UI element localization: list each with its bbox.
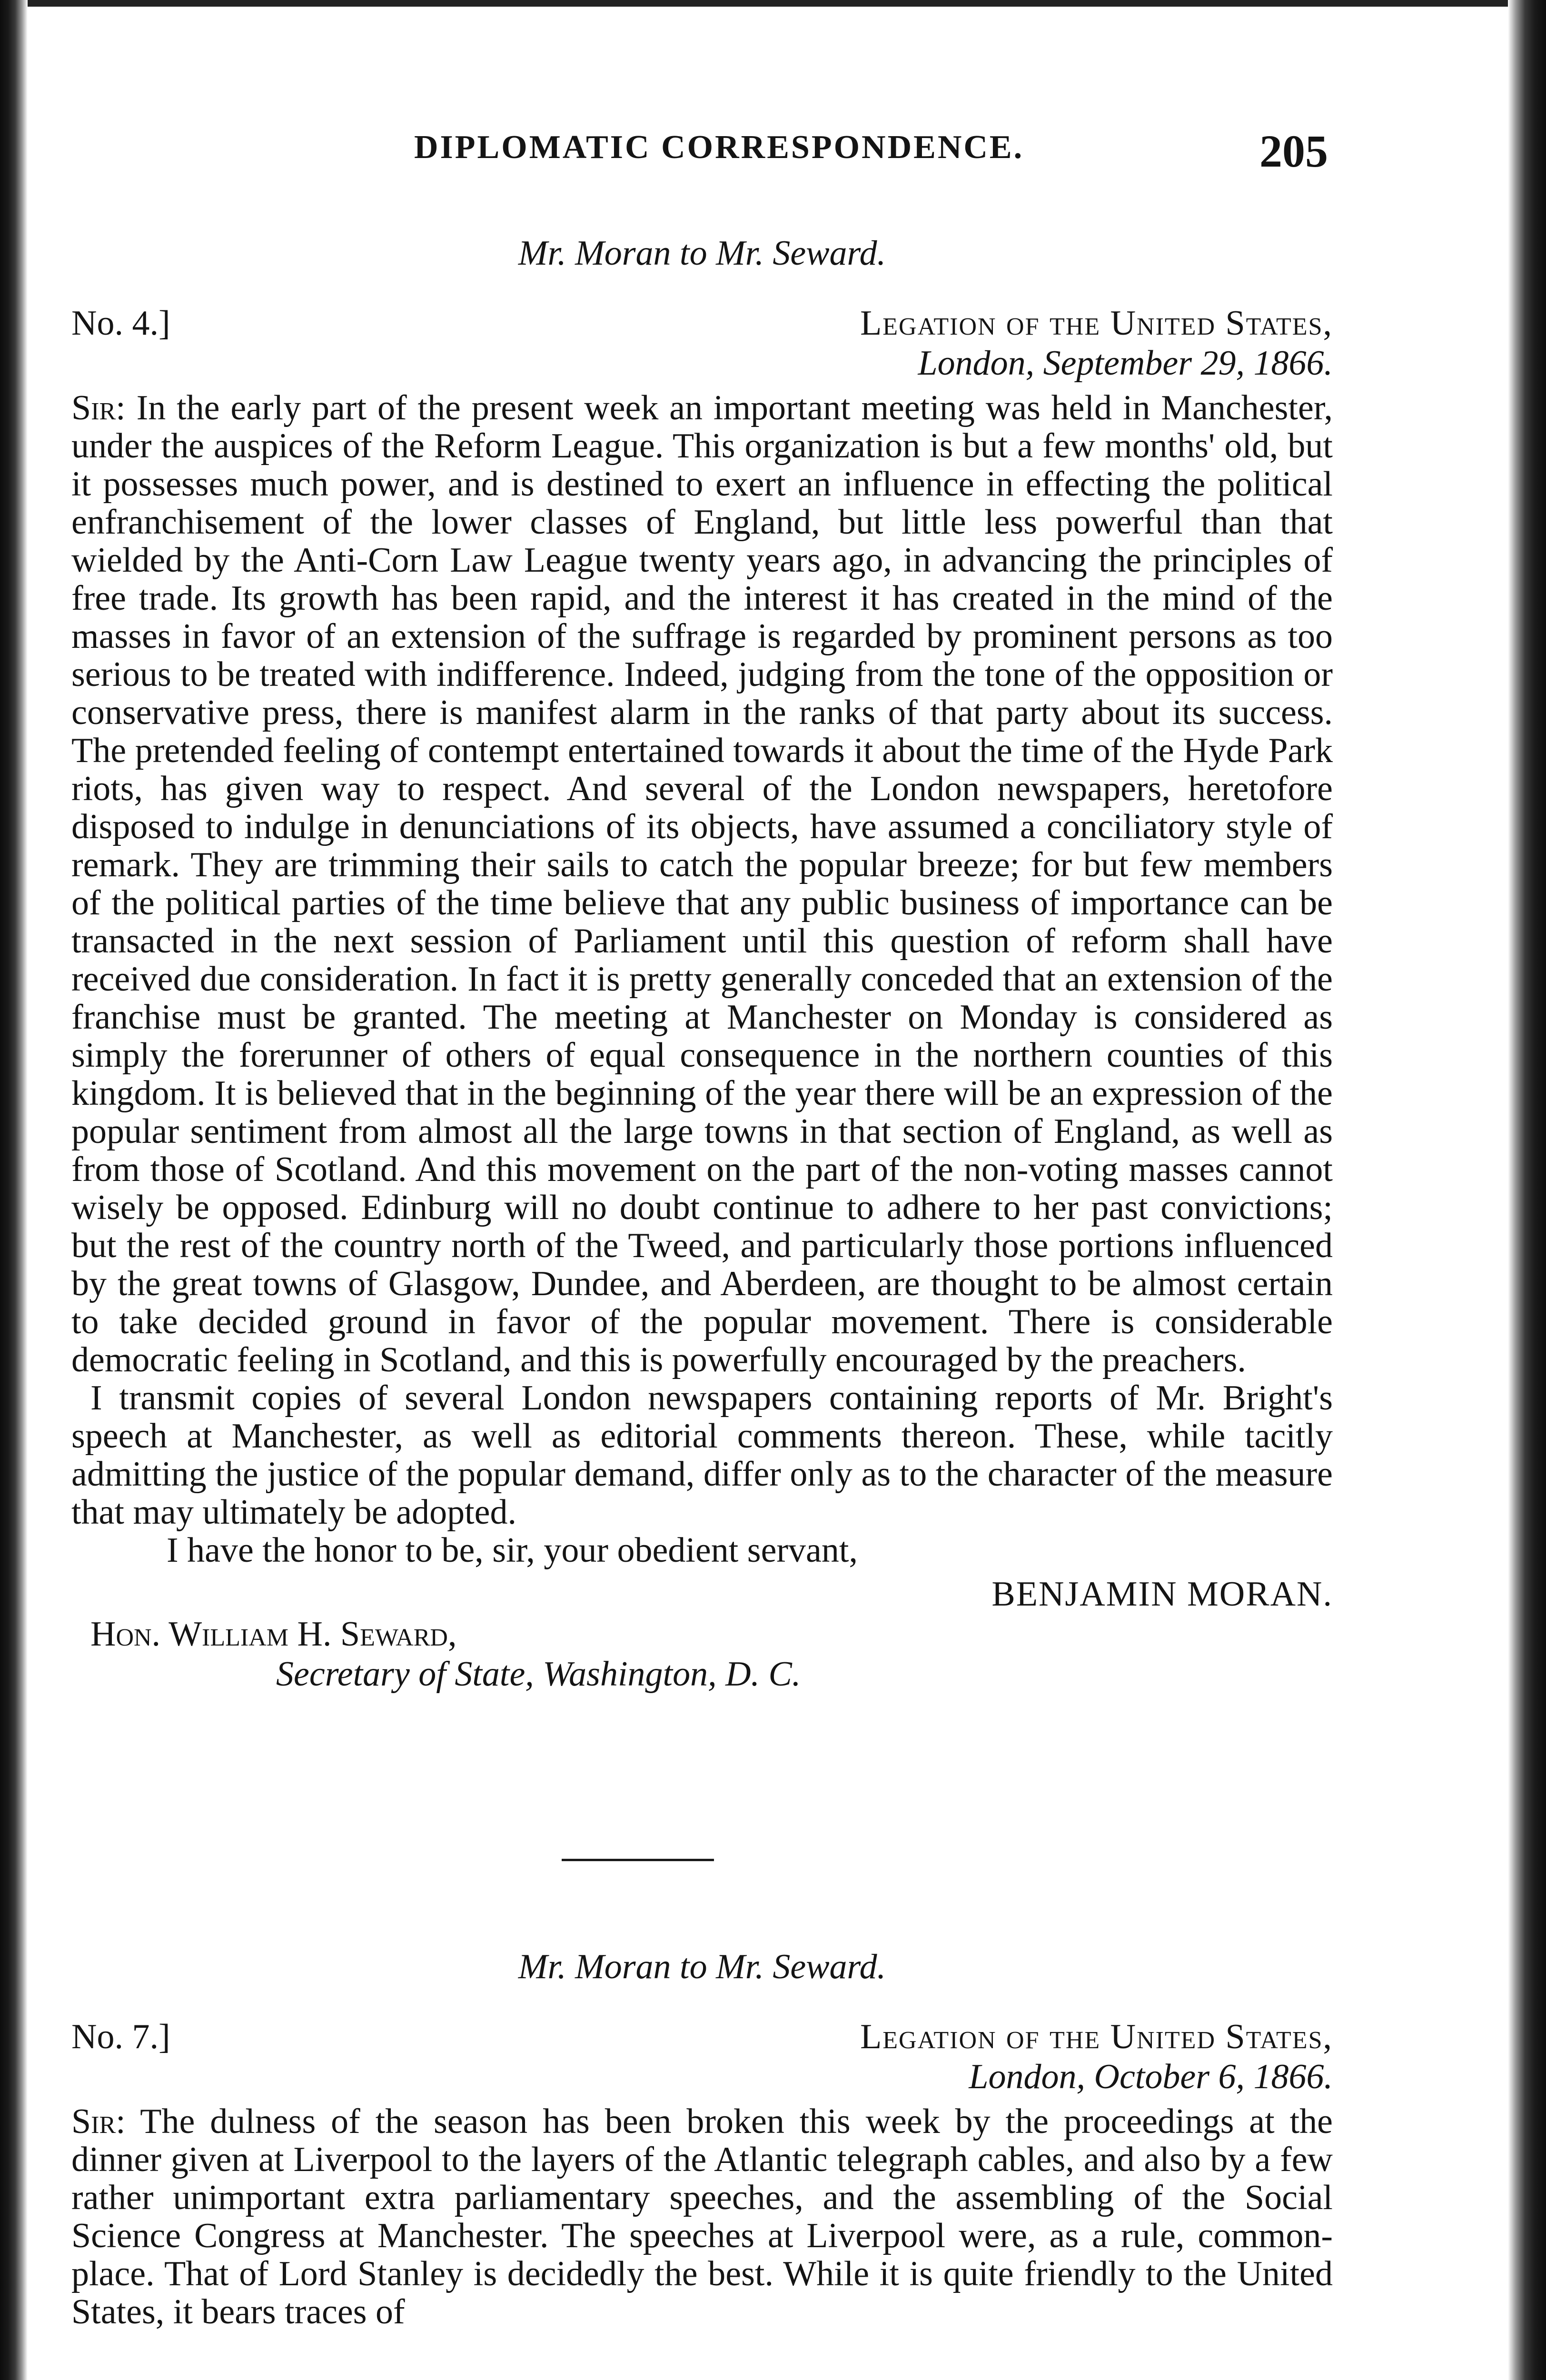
addressee-title: Secretary of State, Washington, D. C. — [276, 1655, 801, 1694]
document-page — [71, 0, 1333, 2380]
scan-right-edge — [1508, 0, 1546, 2380]
place-date: London, October 6, 1866. — [969, 2057, 1333, 2096]
letter-paragraph: I transmit copies of several London newspapers containing reports of Mr. Bright's speech at Manchester, as well as editorial comments thereon. These, while tacitly admitting the justice of the popular demand, differ only as to the character of the measure that may ultimately be adopted. — [71, 1378, 1333, 1532]
legation-heading: Legation of the United States, — [860, 304, 1333, 343]
page-number: 205 — [1259, 126, 1328, 177]
paragraph-text: The dulness of the season has been broken this week by the proceedings at the dinner given at Liverpool to the layers of the Atlantic telegraph cables, and also by a few rather unimportant extra parliamentary speeches, and the assembling of the Social Science Congress at Manchester. The speeches at Liverpool were, as a rule, common-place. That of Lord Stanley is decidedly the best. While it is quite friendly to the United States, it bears traces of — [71, 2102, 1333, 2331]
section-divider — [562, 1859, 714, 1861]
letter-title: Mr. Moran to Mr. Seward. — [518, 1947, 886, 1986]
salutation: Sir: — [71, 388, 126, 427]
salutation: Sir: — [71, 2102, 126, 2141]
running-head: DIPLOMATIC CORRESPONDENCE. — [414, 129, 1024, 166]
signature: BENJAMIN MORAN. — [991, 1575, 1333, 1614]
addressee-name: Hon. William H. Seward, — [90, 1615, 457, 1654]
legation-heading: Legation of the United States, — [860, 2017, 1333, 2056]
place-date: London, September 29, 1866. — [918, 344, 1333, 383]
despatch-number: No. 4.] — [71, 304, 170, 343]
letter-paragraph — [71, 389, 1333, 1379]
letter-title: Mr. Moran to Mr. Seward. — [518, 234, 886, 273]
letter-dateline — [71, 303, 1333, 389]
letter-dateline — [71, 2017, 1333, 2102]
letter-no-7 — [71, 1947, 1333, 2331]
complimentary-close: I have the honor to be, sir, your obedient servant, — [167, 1531, 858, 1570]
letter-paragraph — [71, 2102, 1333, 2331]
letter-no-4 — [71, 233, 1333, 1694]
despatch-number: No. 7.] — [71, 2017, 170, 2056]
scan-left-edge — [0, 0, 28, 2380]
paragraph-text: In the early part of the present week an important meeting was held in Manchester, under the auspices of the Reform League. This organization is but a few months' old, but it possesses much power, and is destined to exert an influence in effecting the political enfranchisement of the lower classes of England, but little less powerful than that wielded by the Anti-Corn Law League twenty years ago, in advancing the principles of free trade. Its growth has been rapid, and the interest it has created in the mind of the masses in favor of an extension of the suffrage is regarded by prominent persons as too serious to be treated with indifference. Indeed, judging from the tone of the opposition or conservative press, there is manifest alarm in the ranks of that party about its success. The pretended feeling of contempt entertained towards it about the time of the Hyde Park riots, has given way to respect. And several of the London newspapers, heretofore disposed to indulge in denunciations of its objects, have assumed a conciliatory style of remark. They are trimming their sails to catch the popular breeze; for but few members of the political parties of the time believe that any public business of importance can be transacted in the next session of Parliament until this question of reform shall have received due consideration. In fact it is pretty generally conceded that an extension of the franchise must be granted. The meeting at Manchester on Monday is considered as simply the forerunner of others of equal consequence in the northern counties of this kingdom. It is believed that in the beginning of the year there will be an expression of the popular sentiment from almost all the large towns in that section of England, as well as from those of Scotland. And this movement on the part of the non-voting masses cannot wisely be opposed. Edinburg will no doubt continue to adhere to her past convictions; but the rest of the country north of the Tweed, and particularly those portions influenced by the great towns of Glasgow, Dundee, and Aberdeen, are thought to be almost certain to take decided ground in favor of the popular movement. There is considerable democratic feeling in Scotland, and this is powerfully encouraged by the preachers. — [71, 388, 1333, 1379]
